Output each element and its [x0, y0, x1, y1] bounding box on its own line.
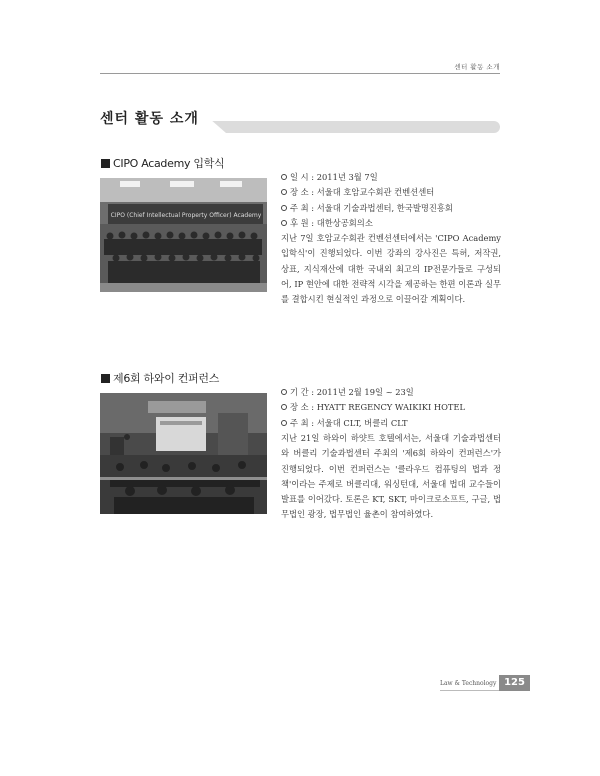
cipo-event-info: [281, 170, 501, 231]
hawaii-conference-photo: [100, 393, 267, 514]
hawaii-event-info: [281, 385, 501, 431]
hawaii-photo-illustration: [100, 393, 267, 514]
info-row: 후 원 : 대한상공회의소: [281, 216, 501, 231]
square-bullet-icon: [101, 159, 110, 168]
footer-journal-label: Law & Technology: [440, 680, 497, 687]
section-heading-hawaii: [101, 370, 219, 386]
section-heading-text: 제6회 하와이 컨퍼런스: [113, 372, 220, 385]
running-header: 센터 활동 소개: [454, 63, 500, 71]
info-row: 주 최 : 서울대 기술과법센터, 한국발명진흥회: [281, 201, 501, 216]
cipo-banner-text: CIPO (Chief Intellectual Property Officer) Academy: [110, 212, 262, 219]
section-heading-text: CIPO Academy 입학식: [113, 157, 225, 170]
info-row: 주 최 : 서울대 CLT, 버클리 CLT: [281, 416, 501, 431]
info-row: 장 소 : HYATT REGENCY WAIKIKI HOTEL: [281, 400, 501, 415]
info-row: 일 시 : 2011년 3월 7일: [281, 170, 501, 185]
header-divider: [100, 73, 500, 74]
circle-bullet-icon: [281, 220, 287, 226]
circle-bullet-icon: [281, 189, 287, 195]
circle-bullet-icon: [281, 420, 287, 426]
cipo-body-text: 지난 7일 호암교수회관 컨벤션센터에서는 'CIPO Academy 입학식'이 진행되었다. 이번 강좌의 강사진은 특허, 저작권, 상표, 지식재산에 대한 국내외 최고의 IP전문가들로 구성되어, IP 현안에 대한 전략적 시각을 제공하는 한편 이론과 실무를 결합시킨 현실적인 과정으로 이끌어갈 계획이다.: [281, 233, 501, 305]
info-row: 기 간 : 2011년 2월 19일 ~ 23일: [281, 385, 501, 400]
section-heading-cipo: [101, 155, 224, 171]
info-row: 장 소 : 서울대 호암교수회관 컨벤션센터: [281, 185, 501, 200]
cipo-group-photo: [100, 178, 267, 292]
circle-bullet-icon: [281, 389, 287, 395]
circle-bullet-icon: [281, 404, 287, 410]
hawaii-body-text: 지난 21일 하와이 하얏트 호텔에서는, 서울대 기술과법센터와 버클리 기술과법센터 주최의 '제6회 하와이 컨퍼런스'가 진행되었다. 이번 컨퍼런스는 '클라우드 컴퓨팅의 법과 정책'이라는 주제로 버클리대, 워싱턴대, 서울대 법대 교수들이 발표를 이어갔다. 토론은 KT, SKT, 마이크로소프트, 구글, 법무법인 광장, 법무법인 율촌이 참여하였다.: [281, 433, 501, 520]
square-bullet-icon: [101, 374, 110, 383]
page-title: 센터 활동 소개: [100, 111, 199, 127]
circle-bullet-icon: [281, 205, 287, 211]
cipo-photo-illustration: [100, 178, 267, 292]
circle-bullet-icon: [281, 174, 287, 180]
page-number: 125: [499, 675, 530, 691]
footer-divider: [440, 690, 499, 691]
